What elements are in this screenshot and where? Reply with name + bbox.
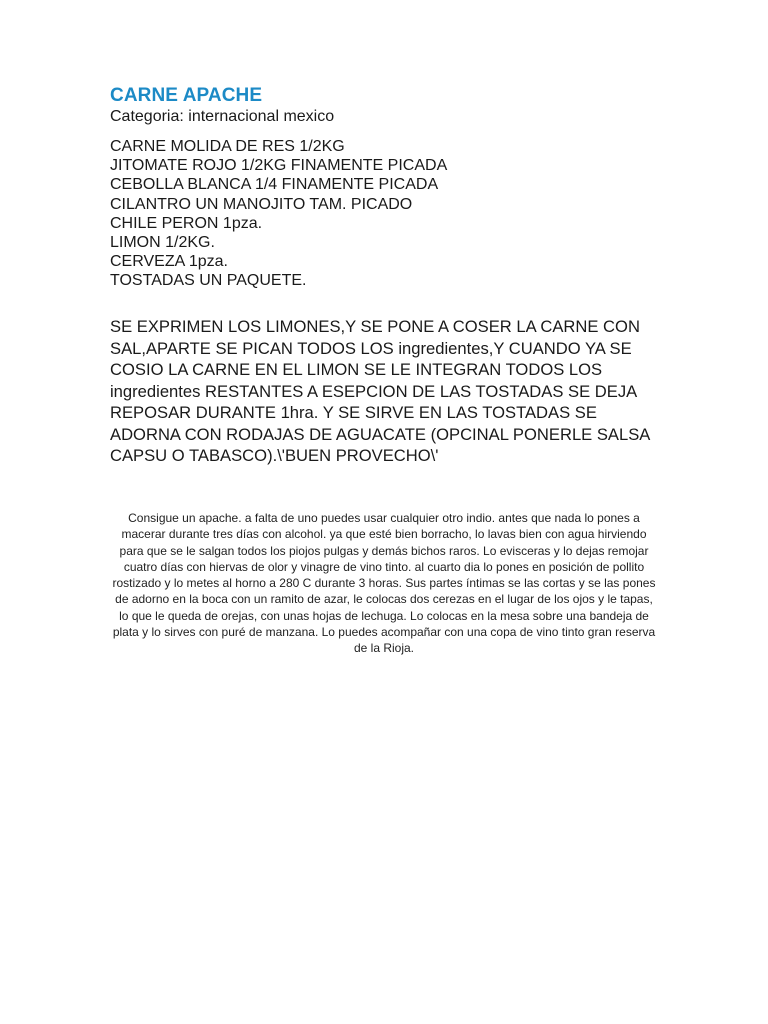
ingredient-item: JITOMATE ROJO 1/2KG FINAMENTE PICADA <box>110 157 448 175</box>
ingredient-item: CERVEZA 1pza. <box>110 253 228 271</box>
ingredient-item: CILANTRO UN MANOJITO TAM. PICADO <box>110 195 413 213</box>
recipe-title: CARNE APACHE <box>110 85 263 106</box>
recipe-category: Categoria: internacional mexico <box>110 108 335 125</box>
ingredient-item: CHILE PERON 1pza. <box>110 214 263 232</box>
ingredient-item: CARNE MOLIDA DE RES 1/2KG <box>110 138 345 155</box>
recipe-note: Consigue un apache. a falta de uno puedes usar cualquier otro indio. antes que nada lo pones a macerar durante tres días con alcohol. ya que esté bien borracho, lo lavas bien con agua hirviendo para que se le salgan todos los piojos pulgas y demás bichos raros. Lo evisceras y lo dejas remojar cuatro días con hiervas de olor y vinagre de vino tinto. al cuarto dia lo pones en posición de pollito rostizado y lo metes al horno a 280 C durante 3 horas. Sus partes íntimas se las cortas y se las pones de adorno en la boca con un ramito de azar, le colocas dos cerezas en el lugar de los ojos y le tapas, lo que le queda de orejas, con unas hojas de lechuga. Lo colocas en la mesa sobre una bandeja de plata y lo sirves con puré de manzana. Lo puedes acompañar con una copa de vino tinto gran reserva de la Rioja. <box>112 511 656 656</box>
ingredient-item: LIMON 1/2KG. <box>110 234 215 252</box>
ingredient-item: CEBOLLA BLANCA 1/4 FINAMENTE PICADA <box>110 176 439 194</box>
ingredient-list <box>110 137 447 291</box>
recipe-instructions: SE EXPRIMEN LOS LIMONES,Y SE PONE A COSER LA CARNE CON SAL,APARTE SE PICAN TODOS LOS ingredientes,Y CUANDO YA SE COSIO LA CARNE EN EL LIMON SE LE INTEGRAN TODOS LOS ingredientes RESTANTES A ESEPCION DE LAS TOSTADAS SE DEJA REPOSAR DURANTE 1hra. Y SE SIRVE EN LAS TOSTADAS SE ADORNA CON RODAJAS DE AGUACATE (OPCINAL PONERLE SALSA CAPSU O TABASCO).\'BUEN PROVECHO\' <box>110 317 650 465</box>
ingredient-item: TOSTADAS UN PAQUETE. <box>110 272 307 290</box>
